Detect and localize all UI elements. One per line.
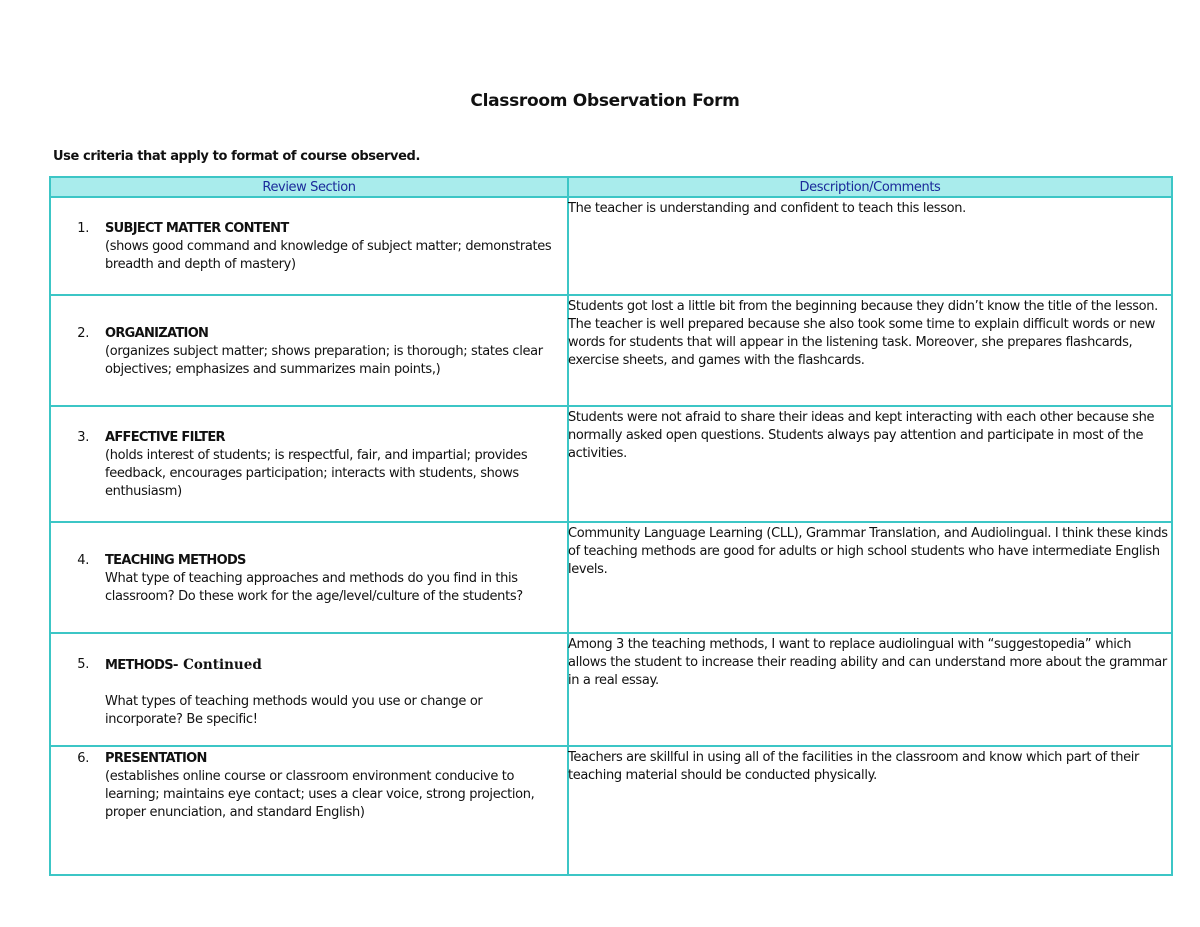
section-number: 2. [77, 326, 89, 341]
section-title: AFFECTIVE FILTER [105, 430, 225, 445]
review-section-cell [50, 522, 568, 633]
review-section-cell [50, 406, 568, 522]
comment-cell[interactable] [568, 406, 1172, 522]
section-number: 4. [77, 553, 89, 568]
section-number: 3. [77, 430, 89, 445]
comment-text: The teacher is understanding and confident to teach this lesson. [568, 201, 966, 216]
table-row [50, 746, 1172, 875]
comment-cell[interactable] [568, 746, 1172, 875]
section-number: 1. [77, 221, 89, 236]
instructions-text: Use criteria that apply to format of course observed. [53, 149, 420, 164]
comment-cell[interactable] [568, 522, 1172, 633]
comment-text: Community Language Learning (CLL), Grammar Translation, and Audiolingual. I think these kinds of teaching methods are good for adults or high school students who have intermediate English levels. [568, 526, 1168, 577]
section-number: 6. [77, 751, 89, 766]
review-section-cell [50, 197, 568, 295]
comment-cell[interactable] [568, 197, 1172, 295]
comment-cell[interactable] [568, 295, 1172, 406]
section-description: What type of teaching approaches and methods do you find in this classroom? Do these work for the age/level/culture of the students? [105, 571, 523, 604]
section-title: TEACHING METHODS [105, 553, 246, 568]
comment-text: Teachers are skillful in using all of the facilities in the classroom and know which part of their teaching material should be conducted physically. [568, 750, 1140, 783]
section-description: (shows good command and knowledge of subject matter; demonstrates breadth and depth of mastery) [105, 239, 552, 272]
section-title: ORGANIZATION [105, 326, 209, 341]
table-row [50, 522, 1172, 633]
page-title: Classroom Observation Form [470, 91, 740, 111]
header-review-section: Review Section [50, 177, 568, 197]
comment-text: Students were not afraid to share their ideas and kept interacting with each other because she normally asked open questions. Students always pay attention and participate in most of the activities. [568, 410, 1155, 461]
section-description: (organizes subject matter; shows preparation; is thorough; states clear objectives; emphasizes and summarizes main points,) [105, 344, 543, 377]
comment-text: Students got lost a little bit from the beginning because they didn’t know the title of the lesson. The teacher is well prepared because she also took some time to explain difficult words or new words for students that will appear in the listening task. Moreover, she prepares flashcards, exercise sheets, and games with the flashcards. [568, 299, 1158, 368]
table-row [50, 295, 1172, 406]
review-section-cell [50, 295, 568, 406]
section-number: 5. [77, 657, 89, 672]
table-row [50, 406, 1172, 522]
section-title: METHODS [105, 658, 173, 673]
section-title: SUBJECT MATTER CONTENT [105, 221, 289, 236]
review-section-cell [50, 633, 568, 746]
section-description: (holds interest of students; is respectful, fair, and impartial; provides feedback, encourages participation; interacts with students, shows enthusiasm) [105, 448, 528, 499]
section-title: PRESENTATION [105, 751, 207, 766]
comment-cell[interactable] [568, 633, 1172, 746]
review-section-cell [50, 746, 568, 875]
observation-table [49, 176, 1173, 876]
comment-text: Among 3 the teaching methods, I want to replace audiolingual with “suggestopedia” which allows the student to increase their reading ability and can understand more about the grammar in a real essay. [568, 637, 1167, 688]
section-title-suffix: - Continued [172, 657, 262, 673]
section-description: (establishes online course or classroom environment conducive to learning; maintains eye contact; uses a clear voice, strong projection, proper enunciation, and standard English) [105, 769, 535, 820]
header-description-comments: Description/Comments [568, 177, 1172, 197]
table-header-row [50, 177, 1172, 197]
section-description: What types of teaching methods would you use or change or incorporate? Be specific! [105, 694, 483, 727]
table-row [50, 633, 1172, 746]
table-row [50, 197, 1172, 295]
